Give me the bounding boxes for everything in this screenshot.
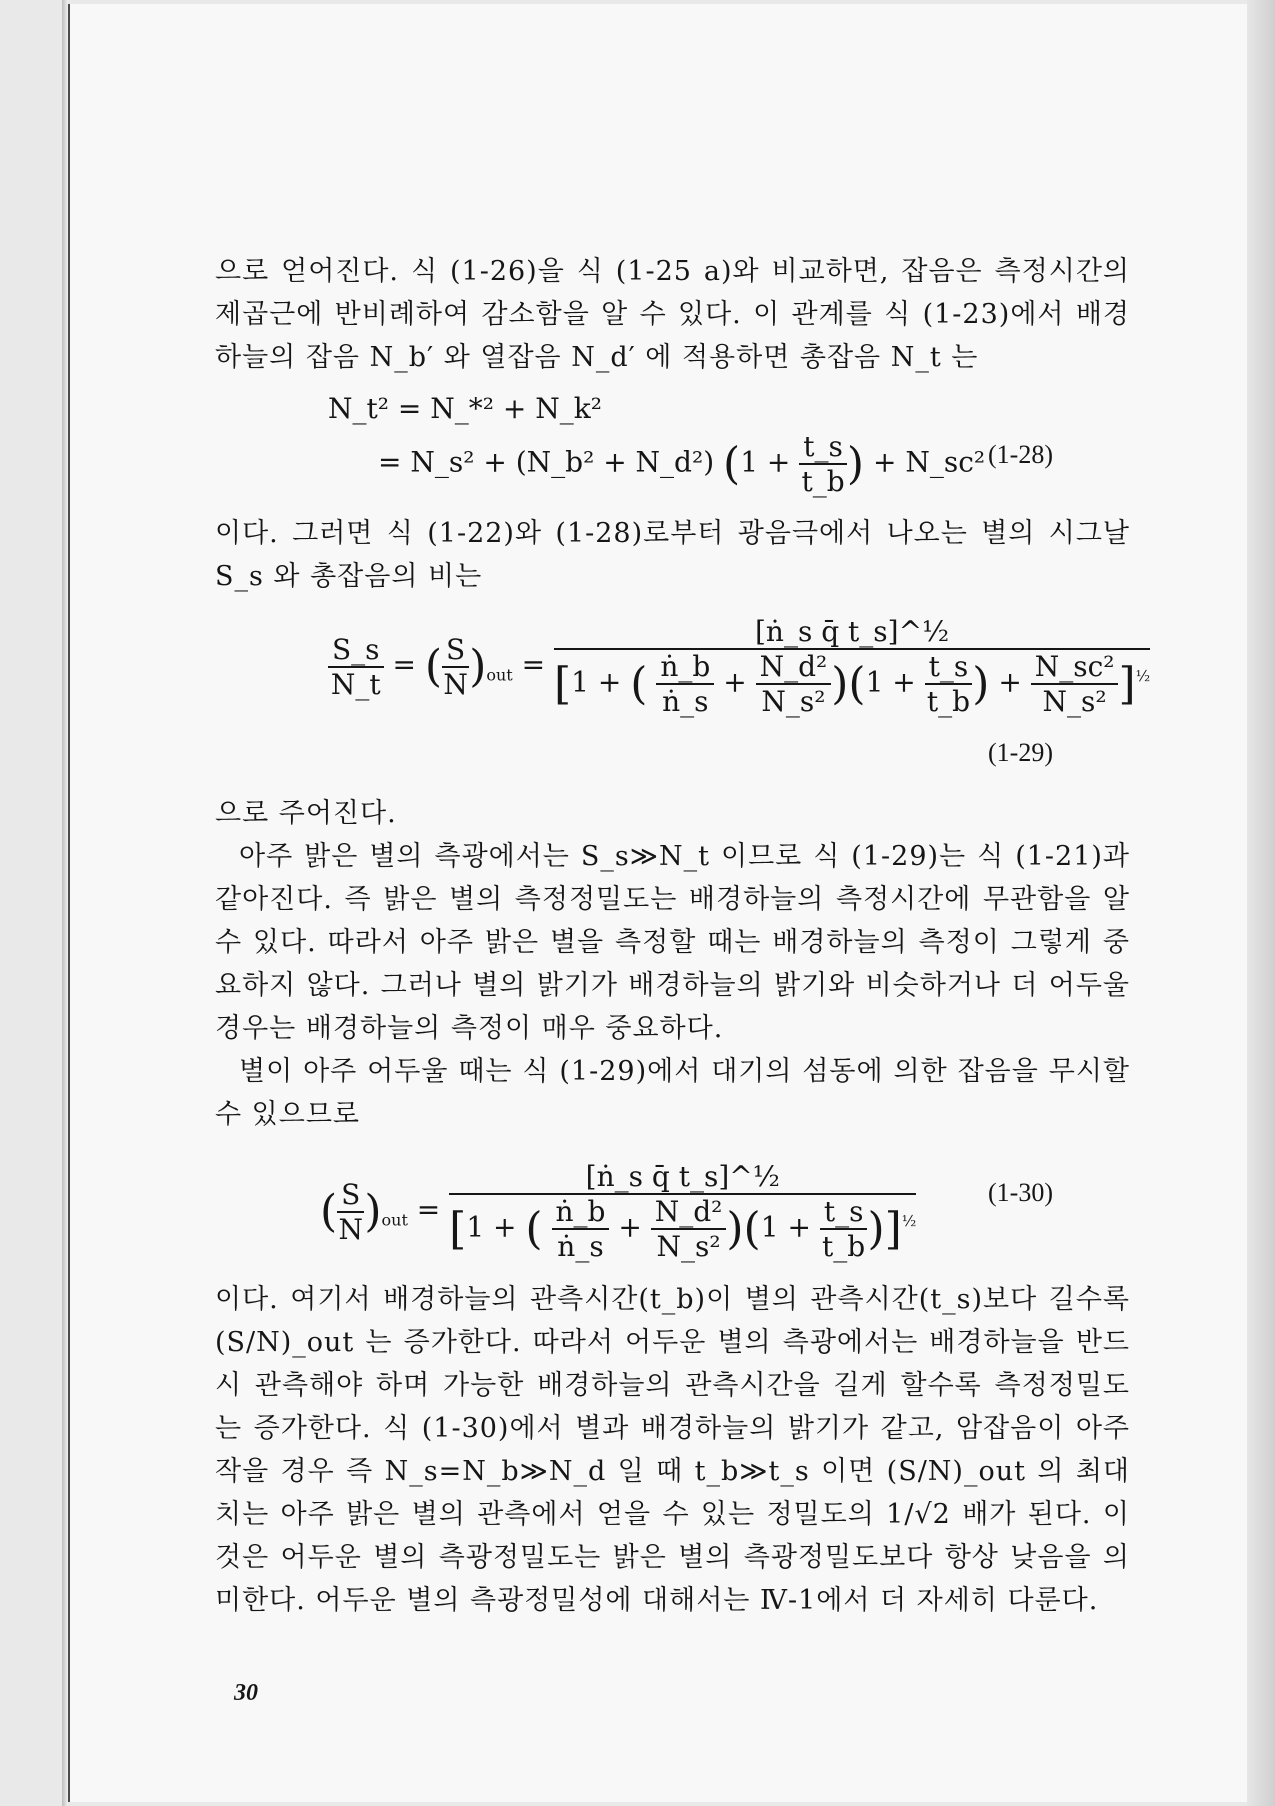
- eq28-ts-over-tb: $\frac{t\_s}{t\_b}$: [799, 430, 847, 498]
- eq28-term-a: = N_s² + (N_b² + N_d²): [378, 445, 715, 479]
- equation-number-1-29: (1-29): [988, 738, 1053, 767]
- equation-number-1-30: (1-30): [988, 1178, 1053, 1207]
- eq28-term-b: + N_sc²: [872, 445, 986, 479]
- paragraph-6: 이다. 여기서 배경하늘의 관측시간(t_b)이 별의 관측시간(t_s)보다 길수록 (S/N)_out 는 증가한다. 따라서 어두운 별의 측광에서는 배경하늘을 반드시 관측해야 하며 가능한 배경하늘의 관측시간을 길게 할수록 측정정밀도는 증가한다. 식 (1-30)에서 별과 배경하늘의 밝기가 같고, 암잡음이 아주 작을 경우 즉 N_s=N_b≫N_d 일 때 t_b≫t_s 이면 (S/N)_out 의 최대치는 아주 밝은 별의 관측에서 얻을 수 있는 정밀도의 1/√2 배가 된다. 이것은 어두운 별의 측광정밀도는 밝은 별의 측광정밀도보다 항상 낮음을 의미한다. 어두운 별의 측광정밀성에 대해서는 Ⅳ-1에서 더 자세히 다룬다.: [215, 1284, 1130, 1616]
- page-number: 30: [234, 1680, 258, 1706]
- equation-1-28-line-2: = N_s² + (N_b² + N_d²) (1 + $\frac{t\_s}{t\_b}$ ) + N_sc²: [378, 430, 986, 498]
- paragraph-2: 이다. 그러면 식 (1-22)와 (1-28)로부터 광음극에서 나오는 별의 시그날 S_s 와 총잡음의 비는: [215, 518, 1130, 592]
- eq30-denominator: [1 + ( $\frac{\text{ṅ\_b}}{\text{ṅ\_s}}$ + $\frac{\text{N\_d²}}{\text{N\_s²}}$ )(1 + $\frac{t\_s}{t\_b}$ )]$^{\frac{1}{2}}$: [449, 1195, 917, 1263]
- eq29-numerator: [ṅ_s q̄ t_s]^½: [554, 615, 1150, 650]
- eq29-denominator: [1 + ( $\frac{\text{ṅ\_b}}{\text{ṅ\_s}}$ + $\frac{\text{N\_d²}}{\text{N\_s²}}$ )(1 + $\frac{t\_s}{t\_b}$ ) + $\frac{\text{N\_sc²}}{\text{N\_s²}}$ ]$^{\frac{1}{2}}$: [554, 650, 1151, 718]
- equation-number-1-28: (1-28): [988, 440, 1053, 469]
- eq30-main-fraction: [449, 1160, 916, 1263]
- eq29-main-fraction: [554, 615, 1150, 718]
- equation-1-30: ( $\frac{S}{N}$ )$_{out}$ = [ṅ_s q̄ t_s]^½ [1 + ( $\frac{\text{ṅ\_b}}{\text{ṅ\_s}}$ + $\frac{\text{N\_d²}}{\text{N\_s²}}$ )(1 + $\frac{t\_s}{t\_b}$ )]$^{\frac{1}{2}}$: [320, 1160, 917, 1263]
- equation-1-28-line-1: N_t² = N_*² + N_k²: [328, 392, 602, 425]
- paragraph-4: 아주 밝은 별의 측광에서는 S_s≫N_t 이므로 식 (1-29)는 식 (1-21)과 같아진다. 즉 밝은 별의 측정정밀도는 배경하늘의 측정시간에 무관함을 알 수 있다. 따라서 아주 밝은 별을 측정할 때는 배경하늘의 측정이 그렇게 중요하지 않다. 그러나 별의 밝기가 배경하늘의 밝기와 비슷하거나 더 어두울 경우는 배경하늘의 측정이 매우 중요하다.: [215, 841, 1130, 1044]
- page-gutter-shadow: [1247, 0, 1275, 1806]
- eq30-numerator: [ṅ_s q̄ t_s]^½: [449, 1160, 916, 1195]
- paragraph-3: 으로 주어진다.: [215, 798, 397, 829]
- paragraph-5: 별이 아주 어두울 때는 식 (1-29)에서 대기의 섬동에 의한 잡음을 무시할 수 있으므로: [215, 1056, 1130, 1130]
- paragraph-1: 으로 얻어진다. 식 (1-26)을 식 (1-25 a)와 비교하면, 잡음은 측정시간의 제곱근에 반비례하여 감소함을 알 수 있다. 이 관계를 식 (1-23)에서 배경하늘의 잡음 N_b′ 와 열잡음 N_d′ 에 적용하면 총잡음 N_t 는: [215, 256, 1130, 373]
- equation-1-29: $\frac{S\_s}{N\_t}$ = ( $\frac{S}{N}$ )$_{out}$ = [ṅ_s q̄ t_s]^½ [1 + ( $\frac{\text{ṅ\_b}}{\text{ṅ\_s}}$ + $\frac{\text{N\_d²}}{\text{N\_s²}}$ )(1 + $\frac{t\_s}{t\_b}$ ) + $\frac{\text{N\_sc²}}{\text{N\_s²}}$ ]$^{\frac{1}{2}}$: [328, 615, 1150, 718]
